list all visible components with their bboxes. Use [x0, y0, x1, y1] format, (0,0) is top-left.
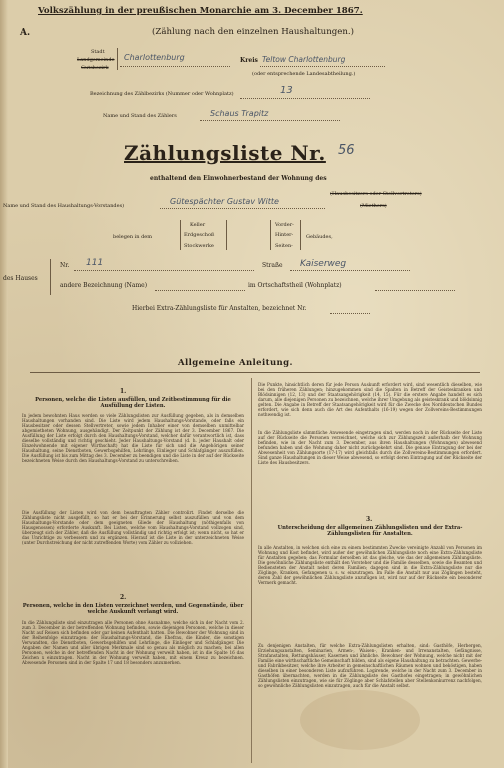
- seiten-label: Seiten-: [275, 243, 293, 249]
- left-paragraph-1: In jedem bewohnten Haus werden so viele Zählungslisten zur Ausfüllung gegeben, als in demselben Haushaltungen vorhanden sind. Die Liste wird jedem Haushaltungs-Vorstande, oder falls ein Hausbesitzer oder dessen Stellvertreter, sowie jedem Inhaber einer von demselben unmittelbar abgemietheten Wohnung, ausgehändigt. Der Zeitpunkt der Zählung ist der 3. December 1867. Die Ausfüllung der Liste erfolgt durch den Haushaltungs-Vorstand, welcher dafür verantwortlich ist, dass dieselbe vollständig und richtig geschieht. Jeder Haushaltungs-Vorstand (d. h. jeder Haushalt oder Einzelwohnende mit eigener Wirthschaft) hat die Liste für sich und die Angehörigen seiner Haushaltung, seine Dienstboten, Gewerbsgehilfen, Lehrlinge, Einlieger und Schlafgänger auszufüllen. Die Ausfüllung ist bis zum Mittag des 3. December zu beendigen und die Liste in der auf der Rückseite bezeichneten Weise durch den Haushaltungs-Vorstand zu unterschreiben.: [22, 413, 244, 464]
- nr-value: 111: [86, 258, 104, 268]
- right-section-number: 3.: [366, 516, 373, 523]
- extra-list-line: Hierbei Extra-Zählungsliste für Anstalten, bezeichnet Nr.: [132, 305, 307, 312]
- page-fold-shadow: [0, 0, 8, 768]
- building-bracket-left: [270, 220, 271, 250]
- andere-label: andere Bezeichnung (Name): [60, 282, 148, 289]
- gebaeudes-label: Gebäudes,: [306, 234, 333, 240]
- list-title: Zählungsliste Nr.: [124, 141, 326, 165]
- ortschaft-label: im Ortschaftstheil (Wohnplatz): [248, 282, 342, 289]
- stockwerke-label: Stockwerke: [184, 243, 214, 249]
- vorder-label: Vorder-: [275, 222, 294, 228]
- nr-label: Nr.: [60, 262, 70, 269]
- gutsbezirk-label: Gutsbezirk: [81, 65, 109, 71]
- left-paragraph-2: Die Ausfüllung der Listen wird von dem beauftragten Zähler controlirt. Findet derselbe die Zählungsliste nicht ausgefüllt, so hat er bei der Erinnerung selbst auszufüllen und von dem Haushaltungs-Vorstande oder dem geeigneten Gliede der Haushaltung (nöthigenfalls von Hausgenossen) erforderte Auskunft. Bei Listen, welche vom Haushaltungs-Vorstand vollzogen sind, überzeugt sich der Zähler, daß die Ausfüllung vollständig und richtig erfolgt ist; wenn nicht, so hat er das Unrichtige zu verbessern und zu ergänzen. Hierauf ist die Liste in der unterzeichneten Weise (unter Durchstreichung der nicht zutreffenden Worte) vom Zähler zu vollziehen.: [22, 510, 244, 546]
- address-bracket: [50, 259, 51, 295]
- left-paragraph-3: In die Zählungsliste sind einzutragen alle Personen ohne Ausnahme, welche sich in der Nacht vom 2. zum 3. December in der betreffenden Wohnung befinden, sowie diejenigen Personen, welche in dieser Nacht auf Reisen sich befinden oder gar keinen Aufenthalt hatten. Die Bewohner der Wohnung sind in der Reihenfolge einzutragen: der Haushaltungs-Vorstand, die Ehefrau, die Kinder, die sonstigen Verwandten, die Dienstboten, Gewerbsgehilfen und Lehrlinge, die Einlieger und Schlafgänger. Die Angaben der Namen und aller übrigen Merkmale sind so genau als möglich zu machen; bei allen Personen, welche in der betreffenden Nacht in der Wohnung verweilt haben, ist in die Spalte 16 das Zeichen x einzutragen. Nacht in der Wohnung verweilt haben, mit einem Kreuz zu bezeichnen. Abwesende Personen sind in der Spalte 17 und 18 besonders anzumerken.: [22, 620, 244, 666]
- zaehler-value: Schaus Trapitz: [210, 109, 269, 118]
- left-section-heading-2: Personen, welche in den Listen verzeichnet werden, und Gegenstände, über welche Auskunft verlangt wird.: [22, 603, 244, 615]
- form-letter: A.: [20, 28, 31, 38]
- des-hauses-label: des Hauses: [3, 275, 38, 282]
- right-paragraph-4: Zu denjenigen Anstalten, für welche Extra-Zählungslisten erhalten, sind: Gasthöfe, Herbergen, Erziehungsanstalten, Seminarien, Armen-, Waisen-, Kranken- und Irrenanstalten, Gefängnisse, Strafanstalten, Rettungshäuser, Kasernen und ähnliche. Bewohner der Wohnung, welche nicht mit der Familie eine wirthschaftliche Gemeinschaft bilden, sind als eigene Haushaltung zu betrachten. Gewerbe- und Fabrikbesitzer, welche ihre Arbeiter in gemeinschaftlichen Räumen wohnen und beköstigen, haben dieselben in einer besonderen Liste aufzuführen. Logirende, welche in der Nacht zum 3. December in Gasthöfen übernachten, werden in die Zählungsliste des Gasthofes eingetragen; in gewöhnlichen Zählungslisten einzutragen, wie sie für Zöglinge aber Schlafstellen aber Stellenkonkurrenz nachfolgen, so gewöhnliche Zählungslisten einzutragen, auch für die Anstalt selbst.: [258, 643, 482, 689]
- list-subtitle: enthaltend den Einwohnerbestand der Wohnung des: [150, 175, 327, 182]
- floor-bracket-right: [226, 220, 227, 250]
- andere-line: [155, 290, 245, 291]
- right-paragraph-2: In die Zählungsliste sämmtliche Anwesende eingetragen sind, werden noch in der Rückseite der Liste auf der Rückseite die Personen verzeichnet, welche sich zur Zählungszeit außerhalb der Wohnung befinden, wie in der Nacht zum 3. December, aus ihren Haushaltungen (Wohnungen) abwesend befunden haben und die Wohnung daher nicht zurückgekehrt sind. Die genaue Eintragung der bei der Abwesenheit von Zählungsorte (17-17) wird gleichfalls durch die Zollvereins-Bestimmungen erfordert. Sind ganze Haushaltungen in dieser Weise abwesend, so erfolgt deren Eintragung auf der Rückseite der Liste des Hausbesitzers.: [258, 430, 482, 466]
- building-bracket-right: [300, 220, 301, 250]
- column-divider: [251, 378, 252, 763]
- right-text-block-3: [258, 545, 482, 642]
- kreis-line: [260, 66, 385, 67]
- location-bracket: [117, 48, 118, 70]
- place-value: Charlottenburg: [124, 53, 185, 62]
- vorstand-value: Gütespächter Gustav Witte: [170, 197, 279, 206]
- landgemeinde-label: Landgemeinde: [77, 57, 115, 63]
- hinter-label: Hinter-: [275, 232, 294, 238]
- extra-list-number-line: [330, 313, 370, 314]
- left-section-heading-1: Personen, welche die Listen ausfüllen, und Zeitbestimmung für die Ausfüllung der Listen.: [35, 397, 231, 409]
- census-banner: Volkszählung in der preußischen Monarchie am 3. December 1867.: [38, 6, 363, 16]
- right-paragraph-3: In alle Anstalten, in welchen sich eine zu einem bestimmten Zwecke vereinigte Anzahl von Personen im Wohnung und Kost befindet, wird außer der gewöhnlichen Zählungsliste noch eine Extra-Zählungsliste für Anstalten gegeben; das Formular derselben ist das gleiche, wie das der allgemeinen Zählungsliste. Die gewöhnliche Zählungsliste enthält den Vorsteher und die Familie desselben, sowie die Beamten und Bediensteten der Anstalt nebst deren Familien; dagegen sind in die Extra-Zählungsliste nur die Zöglinge, Kranken, Gefangenen u. s. w. einzutragen. Im Falle die Anstalt nur aus Zöglingen besteht, deren Zahl der gewöhnlichen Zählungsliste anzufügen ist, wird nur auf der Rückseite ein besonderer Vermerk gemacht.: [258, 545, 482, 586]
- right-text-block-4: [258, 643, 482, 763]
- left-text-block-2: [22, 510, 244, 590]
- zaehler-line: [200, 120, 340, 121]
- bezirk-line: [240, 98, 370, 99]
- zaehler-label: Name und Stand des Zählers: [103, 113, 177, 119]
- keller-label: Keller: [190, 222, 206, 228]
- vorstand-label: Name und Stand des Haushaltungs-Vorstandes): [3, 203, 125, 209]
- right-section-heading: Unterscheidung der allgemeinen Zählungslisten und der Extra-Zählungslisten für Anstalten.: [277, 525, 463, 537]
- nr-line: [74, 270, 254, 271]
- form-subtitle: (Zählung nach den einzelnen Haushaltungen.): [152, 27, 354, 37]
- bezirk-label: Bezeichnung des Zählbezirks (Nummer oder Wohnplatz): [90, 91, 234, 97]
- left-section-number-2: 2.: [120, 594, 127, 601]
- kreis-label: Kreis: [240, 57, 258, 64]
- right-paragraph-1: Die Punkte, hinsichtlich deren für jede Person Auskunft erfordert wird, sind wesentlich dieselben, wie bei den früheren Zählungen; hinzugekommen sind die Spalten in Betreff der Geisteskranken und Blödsinnigen (12, 13) und der Staatsangehörigkeit (14, 15). Für die erstere Angabe handelt es sich darum, alle diejenigen Personen zu bezeichnen, welche ihrer Umgebung als geisteskrank und blödsinnig gelten. Die Angabe in Betreff der Staatsangehörigkeit wird für die Zwecke des Norddeutschen Bundes erfordert, wie sich denn auch die Art des Aufenthalts (16-19) wegen der Zollvereins-Bestimmungen nothwendig ist.: [258, 382, 482, 418]
- vorstand-line: [160, 208, 325, 209]
- instructions-heading: Allgemeine Anleitung.: [178, 358, 293, 368]
- ortschaft-line: [375, 290, 455, 291]
- floor-bracket-left: [180, 220, 181, 250]
- erdgeschoss-label: Erdgeschoß: [184, 232, 215, 238]
- stadt-label: Stadt: [91, 49, 105, 55]
- bezirk-value: 13: [280, 85, 293, 96]
- kreis-note: (oder entsprechende Landesabtheilung.): [252, 71, 356, 77]
- place-line: [120, 66, 230, 67]
- strasse-label: Straße: [262, 262, 283, 269]
- left-section-number: 1.: [120, 388, 127, 395]
- left-text-block-3: [22, 620, 244, 763]
- kreis-value: Teltow Charlottenburg: [262, 55, 346, 64]
- list-number: 56: [338, 143, 355, 158]
- strasse-line: [290, 270, 410, 271]
- right-text-block-2: [258, 430, 482, 514]
- strasse-value: Kaiserweg: [300, 259, 347, 269]
- vorstand-note-1: (Hausbesitzers oder Stellvertreters): [330, 191, 422, 197]
- belegen-label: belegen in dem: [113, 234, 152, 240]
- instructions-rule: [30, 372, 480, 373]
- vorstand-note-2: (Miethers): [360, 203, 387, 209]
